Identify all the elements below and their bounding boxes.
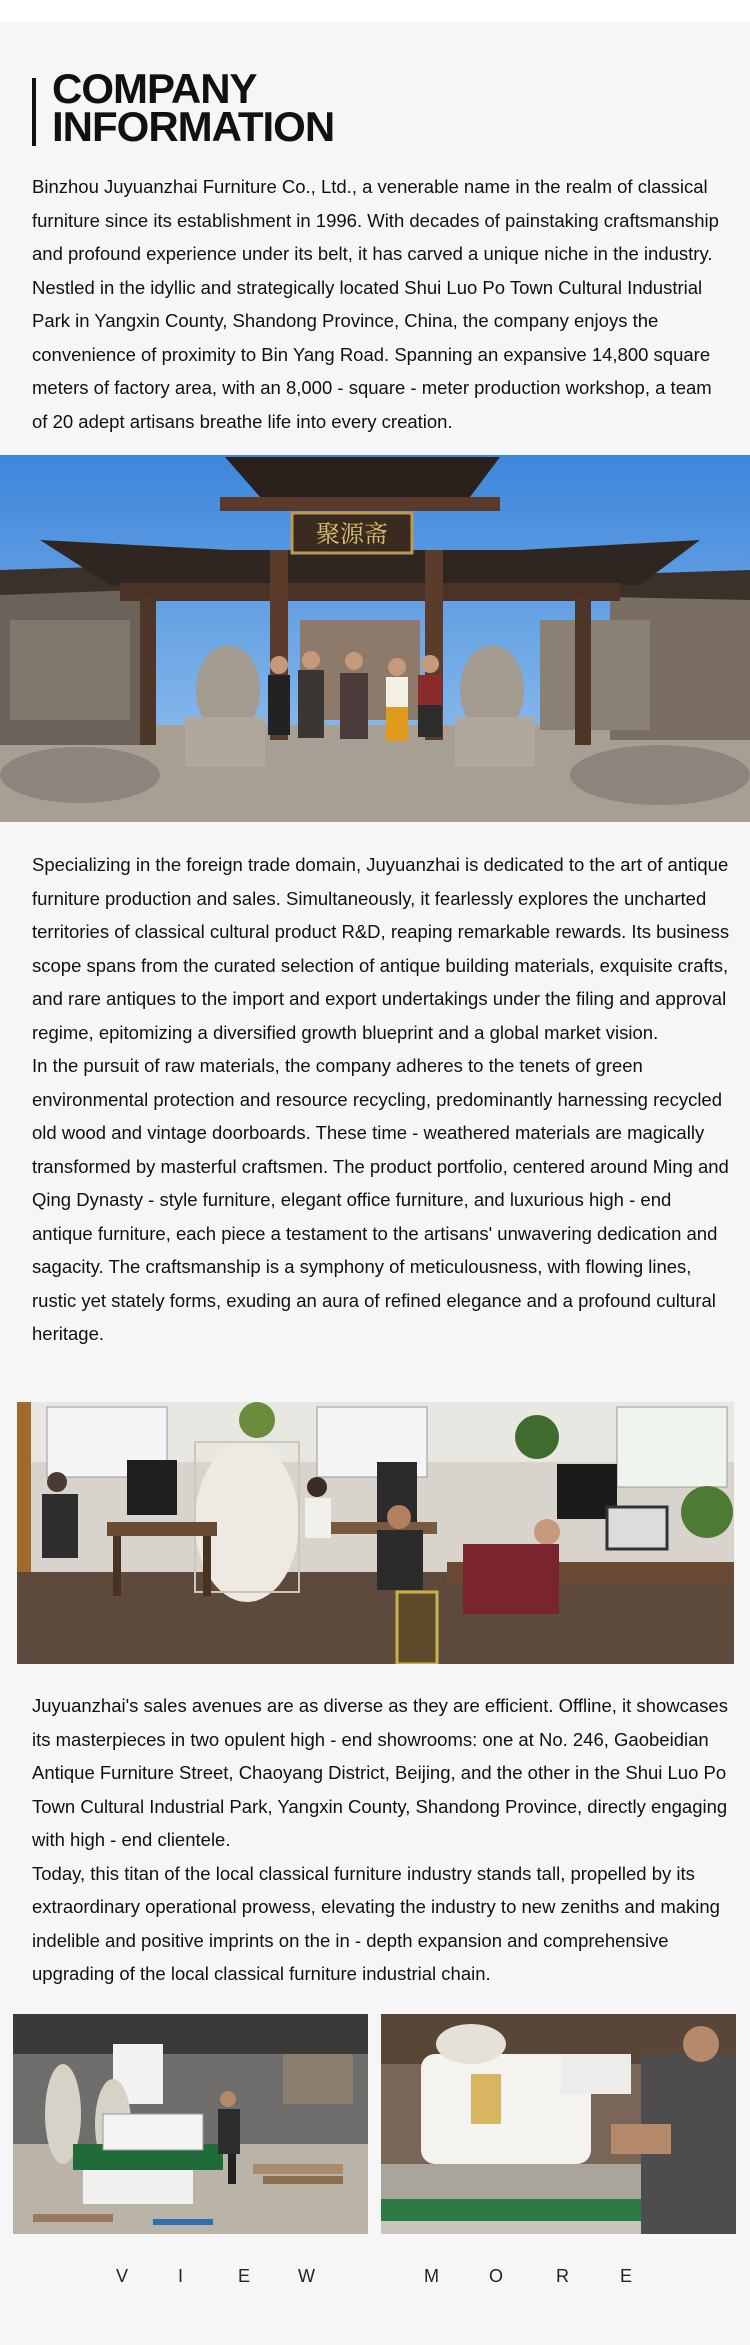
business-paragraph-1: Specializing in the foreign trade domain, Juyuanzhai is dedicated to the art of antique furniture production and sales. Simultaneously, it fearlessly explores the uncharted territories of classical cultural product R&D, reaping remarkable rewards. Its business scope spans from the curated selection of antique building materials, exquisite crafts, and rare antiques to the import and export undertakings under the filing and approval regime, epitomizing a diversified growth blueprint and a global market vision.	[32, 854, 730, 1043]
gate-photo	[0, 455, 750, 822]
view-more-link[interactable]	[0, 2266, 750, 2296]
top-strip	[0, 0, 750, 22]
title-line-2: INFORMATION	[52, 103, 335, 150]
gate-illustration	[0, 455, 750, 822]
business-section	[32, 848, 732, 1351]
view-more-letter: W	[298, 2266, 315, 2286]
view-more-letter: R	[556, 2266, 569, 2286]
page-title	[52, 65, 335, 150]
heading-accent-bar	[32, 78, 36, 146]
view-more-letter: O	[489, 2266, 504, 2286]
office-illustration	[17, 1402, 734, 1664]
sales-paragraph-2: Today, this titan of the local classical furniture industry stands tall, propelled by its extraordinary operational prowess, elevating the industry to new zeniths and making indelible and positive imprints on the in - depth expansion and comprehensive upgrading of the local classical furniture industrial chain.	[32, 1862, 720, 1984]
view-more-letter: E	[238, 2266, 251, 2286]
intro-text: Binzhou Juyuanzhai Furniture Co., Ltd., a venerable name in the realm of classical furniture since its establishment in 1996. With decades of painstaking craftsmanship and profound experience under its belt, it has carved a unique niche in the industry. Nestled in the idyllic and strategically located Shui Luo Po Town Cultural Industrial Park in Yangxin County, Shandong Province, China, the company enjoys the convenience of proximity to Bin Yang Road. Spanning an expansive 14,800 square meters of factory area, with an 8,000 - square - meter production workshop, a team of 20 adept artisans breathe life into every creation.	[32, 176, 719, 432]
office-photo	[17, 1402, 734, 1664]
workshop-photo-1	[13, 2014, 368, 2234]
view-more-letter: V	[116, 2266, 129, 2286]
view-more-letter: M	[424, 2266, 439, 2286]
intro-paragraph	[32, 170, 732, 438]
view-more-letter: E	[620, 2266, 633, 2286]
workshop-illustration-2	[381, 2014, 736, 2234]
workshop-illustration-1	[13, 2014, 368, 2234]
sales-paragraph-1: Juyuanzhai's sales avenues are as diverse as they are efficient. Offline, it showcases its masterpieces in two opulent high - end showrooms: one at No. 246, Gaobeidian Antique Furniture Street, Chaoyang District, Beijing, and the other in the Shui Luo Po Town Cultural Industrial Park, Yangxin County, Shandong Province, directly engaging with high - end clientele.	[32, 1695, 728, 1850]
sales-section	[32, 1689, 732, 1991]
workshop-photo-2	[381, 2014, 736, 2234]
view-more-letter: I	[178, 2266, 184, 2286]
title-line-1: COMPANY	[52, 65, 257, 112]
gate-sign: 聚源斋	[316, 520, 388, 548]
business-paragraph-2: In the pursuit of raw materials, the company adheres to the tenets of green environmental protection and resource recycling, predominantly harnessing recycled old wood and vintage doorboards. These time - weathered materials are magically transformed by masterful craftsmen. The product portfolio, centered around Ming and Qing Dynasty - style furniture, elegant office furniture, and luxurious high - end antique furniture, each piece a testament to the artisans' unwavering dedication and sagacity. The craftsmanship is a symphony of meticulousness, with flowing lines, rustic yet stately forms, exuding an aura of refined elegance and a profound cultural heritage.	[32, 1055, 729, 1344]
